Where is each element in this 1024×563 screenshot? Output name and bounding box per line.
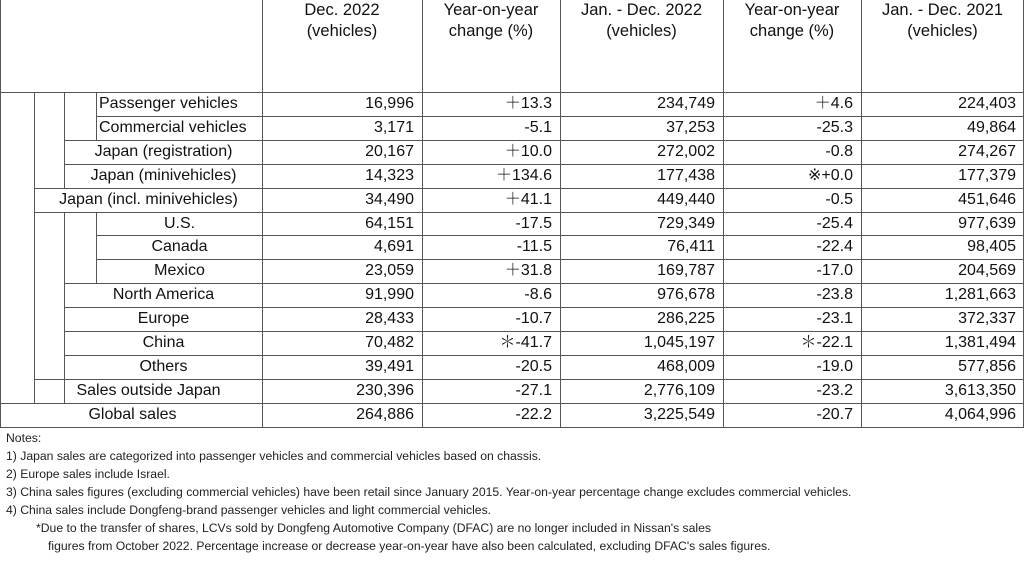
cell-yoy-dec: ＋13.3 [504,95,552,112]
cell-yoy-dec: -8.6 [524,286,552,304]
cell-jan-dec-2021: 1,381,494 [944,334,1016,351]
cell-jan-dec-2022: 234,749 [657,95,715,112]
cell-dec-2022: 14,323 [365,166,414,184]
cell-jan-dec-2022: 468,009 [657,357,715,375]
table-left-border [0,0,1,427]
cell-jan-dec-2021: 577,856 [958,357,1016,375]
cell-dec-2022: 16,996 [365,95,414,112]
row-label: U.S. [163,214,196,232]
cell-dec-2022: 4,691 [373,238,414,256]
cell-jan-dec-2022: 76,411 [667,238,715,256]
row-separator [0,403,1024,404]
table-bottom-rule [0,427,1024,428]
row-label: Mexico [154,262,205,280]
cell-dec-2022: 91,990 [365,286,414,304]
cell-jan-dec-2022: 177,438 [657,166,715,184]
cell-yoy-ytd: -17.0 [816,262,853,280]
header-jan-dec-2021 [861,0,1024,44]
row-label: Sales outside Japan [76,381,221,399]
nest-divider [34,92,35,403]
row-separator [64,140,1024,141]
notes-section [6,429,1016,555]
cell-dec-2022: 70,482 [365,334,414,351]
row-separator [64,355,1024,356]
cell-yoy-ytd: -0.8 [825,142,853,160]
cell-yoy-ytd: ※+0.0 [808,166,853,184]
cell-yoy-ytd: ＊-22.1 [800,334,853,351]
header-yoy-ytd [723,0,861,44]
column-divider [723,0,724,427]
cell-jan-dec-2021: 372,337 [958,310,1016,328]
row-separator [64,307,1024,308]
column-divider [262,0,263,427]
cell-yoy-ytd: -22.4 [816,238,853,256]
cell-yoy-dec: ＋41.1 [504,190,552,208]
cell-yoy-dec: ＋134.6 [495,166,552,184]
row-label: China [142,334,185,351]
note-4: 4) China sales include Dongfeng-brand passenger vehicles and light commercial vehicles. [6,503,492,517]
cell-jan-dec-2022: 1,045,197 [643,334,715,351]
cell-yoy-dec: ＋31.8 [504,262,552,280]
column-divider [422,0,423,427]
header-jan-dec-2022 [560,0,723,44]
cell-yoy-dec: -5.1 [524,118,552,136]
cell-yoy-ytd: -19.0 [816,357,853,375]
header-yoy-dec-line1: Year-on-year [443,1,539,19]
cell-jan-dec-2022: 729,349 [657,214,715,232]
cell-jan-dec-2022: 449,440 [657,190,715,208]
cell-yoy-dec: -20.5 [515,357,552,375]
column-divider [560,0,561,427]
note-2: 2) Europe sales include Israel. [6,467,170,481]
cell-dec-2022: 264,886 [356,405,414,423]
row-label: Japan (minivehicles) [90,166,237,184]
notes-title: Notes: [6,431,42,445]
note-1: 1) Japan sales are categorized into passenger vehicles and commercial vehicles based on chassis. [6,449,542,463]
header-jan-dec-2021-line1: Jan. - Dec. 2021 [881,1,1004,19]
cell-jan-dec-2022: 2,776,109 [643,381,715,399]
nest-divider [64,92,65,188]
cell-dec-2022: 39,491 [365,357,414,375]
cell-yoy-ytd: -20.7 [816,405,853,423]
row-label: Europe [137,310,190,328]
cell-jan-dec-2021: 451,646 [958,190,1016,208]
header-yoy-dec [422,0,560,44]
cell-jan-dec-2021: 177,379 [958,166,1016,184]
cell-jan-dec-2022: 272,002 [657,142,715,160]
cell-dec-2022: 28,433 [365,310,414,328]
row-label: Japan (registration) [94,142,233,160]
cell-dec-2022: 34,490 [365,190,414,208]
header-dec-2022 [262,0,422,44]
cell-yoy-dec: -11.5 [516,238,552,256]
row-label: Global sales [88,405,177,423]
cell-jan-dec-2021: 224,403 [958,95,1016,112]
cell-jan-dec-2021: 204,569 [958,262,1016,280]
row-label: Passenger vehicles [99,95,238,112]
cell-yoy-ytd: -25.3 [816,118,853,136]
note-5-line2: figures from October 2022. Percentage increase or decrease year-on-year have also been calculated, excluding DFAC's sales figures. [48,539,771,553]
header-dec-2022-line1: Dec. 2022 [304,1,380,19]
nest-divider [96,212,97,284]
cell-yoy-ytd: -23.1 [816,310,853,328]
row-separator [34,379,1024,380]
header-rule [0,92,1024,93]
cell-yoy-ytd: -25.4 [816,214,853,232]
cell-dec-2022: 3,171 [373,118,414,136]
cell-jan-dec-2022: 976,678 [657,286,715,304]
nest-divider [96,92,97,140]
cell-jan-dec-2021: 1,281,663 [944,286,1016,304]
row-label: Japan (incl. minivehicles) [59,190,238,208]
cell-yoy-ytd: -23.2 [816,381,853,399]
cell-jan-dec-2022: 286,225 [657,310,715,328]
row-separator [64,283,1024,284]
header-jan-dec-2021-line2: (vehicles) [907,22,978,40]
cell-jan-dec-2021: 3,613,350 [944,381,1016,399]
header-yoy-ytd-line1: Year-on-year [744,1,840,19]
cell-jan-dec-2021: 4,064,996 [944,405,1016,423]
row-label: Canada [151,238,208,256]
header-jan-dec-2022-line2: (vehicles) [606,22,677,40]
cell-yoy-dec: -10.7 [515,310,552,328]
header-yoy-ytd-line2: change (%) [749,22,835,40]
cell-yoy-ytd: -0.5 [825,190,853,208]
row-label: Others [139,357,188,375]
row-separator [34,188,1024,189]
cell-jan-dec-2021: 274,267 [958,142,1016,160]
cell-yoy-ytd: ＋4.6 [814,95,853,112]
note-3: 3) China sales figures (excluding commercial vehicles) have been retail since January 2015. Year-on-year percentage change excludes commercial vehicles. [6,485,852,499]
cell-dec-2022: 20,167 [365,142,414,160]
cell-jan-dec-2022: 169,787 [657,262,715,280]
cell-dec-2022: 23,059 [365,262,414,280]
row-separator [64,164,1024,165]
note-5-line1: *Due to the transfer of shares, LCVs sold by Dongfeng Automotive Company (DFAC) are no longer included in Nissan's sales [36,521,712,535]
cell-jan-dec-2021: 98,405 [967,238,1016,256]
cell-jan-dec-2022: 37,253 [666,118,715,136]
row-label: Commercial vehicles [99,118,247,136]
cell-yoy-dec: -22.2 [515,405,552,423]
header-dec-2022-line2: (vehicles) [306,22,378,40]
cell-jan-dec-2021: 977,639 [958,214,1016,232]
cell-yoy-dec: ＊-41.7 [499,334,552,351]
row-separator [34,212,1024,213]
header-yoy-dec-line2: change (%) [448,22,534,40]
cell-jan-dec-2022: 3,225,549 [643,405,715,423]
cell-yoy-dec: ＋10.0 [504,142,552,160]
row-label: North America [112,286,215,304]
nest-divider [64,212,65,403]
column-divider [861,0,862,427]
cell-dec-2022: 230,396 [356,381,414,399]
cell-jan-dec-2021: 49,864 [967,118,1016,136]
row-separator [64,331,1024,332]
cell-yoy-ytd: -23.8 [816,286,853,304]
header-jan-dec-2022-line1: Jan. - Dec. 2022 [580,1,703,19]
cell-yoy-dec: -17.5 [515,214,552,232]
cell-dec-2022: 64,151 [365,214,414,232]
cell-yoy-dec: -27.1 [515,381,552,399]
